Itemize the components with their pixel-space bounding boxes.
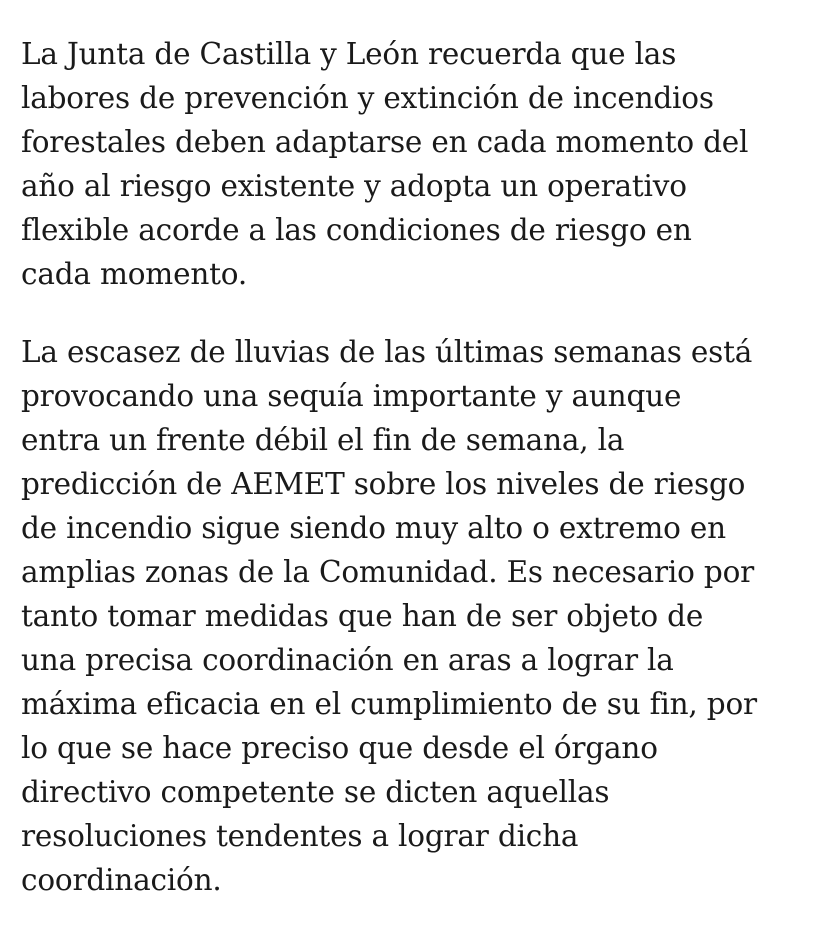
article-paragraph <box>21 330 811 902</box>
text-line: lo que se hace preciso que desde el órgano <box>21 731 658 765</box>
text-line: flexible acorde a las condiciones de riesgo en <box>21 213 692 247</box>
text-line: de incendio sigue siendo muy alto o extremo en <box>21 511 726 545</box>
text-line: directivo competente se dicten aquellas <box>21 775 610 809</box>
text-line: forestales deben adaptarse en cada momento del <box>21 125 749 159</box>
text-line: cada momento. <box>21 257 247 291</box>
text-line: año al riesgo existente y adopta un operativo <box>21 169 687 203</box>
text-line: entra un frente débil el fin de semana, la <box>21 423 625 457</box>
text-line: resoluciones tendentes a lograr dicha <box>21 819 579 853</box>
text-line: labores de prevención y extinción de incendios <box>21 81 714 115</box>
text-line: tanto tomar medidas que han de ser objeto de <box>21 599 704 633</box>
article-body <box>21 32 811 936</box>
text-line: una precisa coordinación en aras a lograr la <box>21 643 674 677</box>
text-line: máxima eficacia en el cumplimiento de su fin, por <box>21 687 757 721</box>
article-paragraph <box>21 32 811 296</box>
text-line: predicción de AEMET sobre los niveles de riesgo <box>21 467 746 501</box>
text-line: coordinación. <box>21 863 222 897</box>
text-line: La Junta de Castilla y León recuerda que las <box>21 37 677 71</box>
text-line: La escasez de lluvias de las últimas semanas está <box>21 335 753 369</box>
text-line: provocando una sequía importante y aunque <box>21 379 682 413</box>
text-line: amplias zonas de la Comunidad. Es necesario por <box>21 555 755 589</box>
